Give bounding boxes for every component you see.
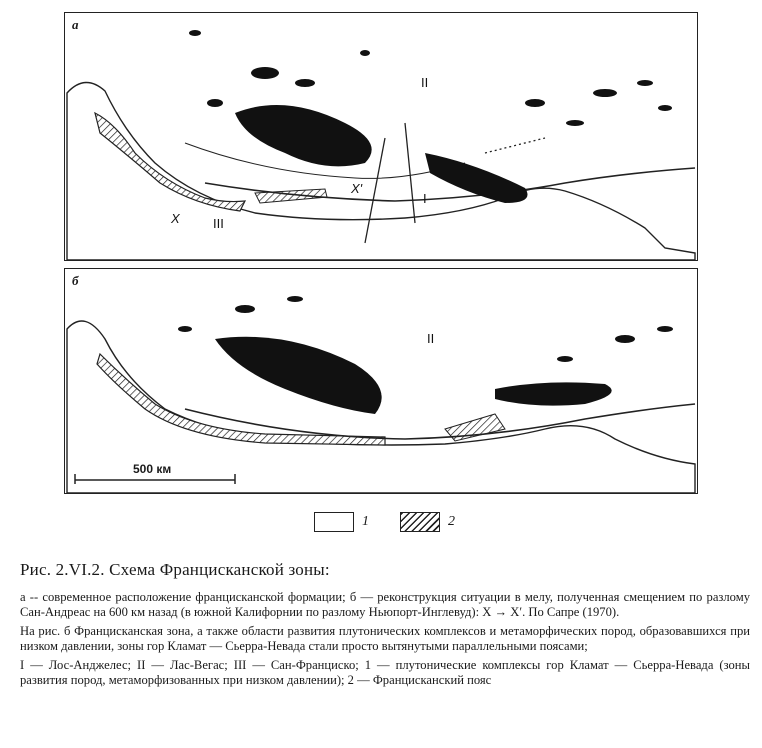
label-los-angeles-a: I xyxy=(423,191,427,206)
caption-para-1: а -- современное расположение францисканской формации; б — реконструкция ситуации в мелу, полученная смещением по разлому Сан-Андреас на 600 км назад (в южной Калифорнии по разлому Ньюпорт-Инглевуд): X → X′. По Сапре (1970). xyxy=(20,590,750,619)
caption-para-3: I — Лос-Анджелес; II — Лас-Вегас; III — Сан-Франциско; 1 — плутонические комплексы гор Кламат — Сьерра-Невада (зоны развития пород, метаморфизованных при низком давлении); 2 — Францисканский пояс xyxy=(20,658,750,687)
map-panel-b xyxy=(64,268,698,494)
scale-label: 500 км xyxy=(133,462,172,476)
map-b-drawing xyxy=(65,269,697,493)
legend-box-plutonic xyxy=(314,512,354,532)
label-x: X xyxy=(171,211,180,226)
caption-title: Рис. 2.VI.2. Схема Францисканской зоны: xyxy=(20,560,330,579)
panel-a-letter: а xyxy=(72,17,79,32)
legend-num-2: 2 xyxy=(448,514,455,529)
fault-4 xyxy=(405,123,415,223)
map-panel-a xyxy=(64,12,698,261)
label-x-prime: X' xyxy=(351,181,363,196)
legend-box-franciscan xyxy=(400,512,440,532)
label-las-vegas-a: II xyxy=(421,75,429,90)
panel-b-letter: б xyxy=(72,273,79,288)
legend xyxy=(310,508,480,538)
label-san-francisco-a: III xyxy=(213,216,224,231)
caption-para-2: На рис. б Францисканская зона, а также области развития плутонических комплексов и метаморфических пород, образовавшихся при низком давлении, зоны гор Кламат — Сьерра-Невада стали просто вытянутыми параллельными поясами; xyxy=(20,624,750,653)
plutonic-masses-b xyxy=(178,296,673,414)
figure-caption xyxy=(20,560,750,692)
legend-num-1: 1 xyxy=(362,514,369,529)
coastline xyxy=(67,82,695,260)
fault-dotted xyxy=(485,138,545,153)
label-las-vegas-b: II xyxy=(427,331,435,346)
map-a-drawing xyxy=(65,13,697,260)
